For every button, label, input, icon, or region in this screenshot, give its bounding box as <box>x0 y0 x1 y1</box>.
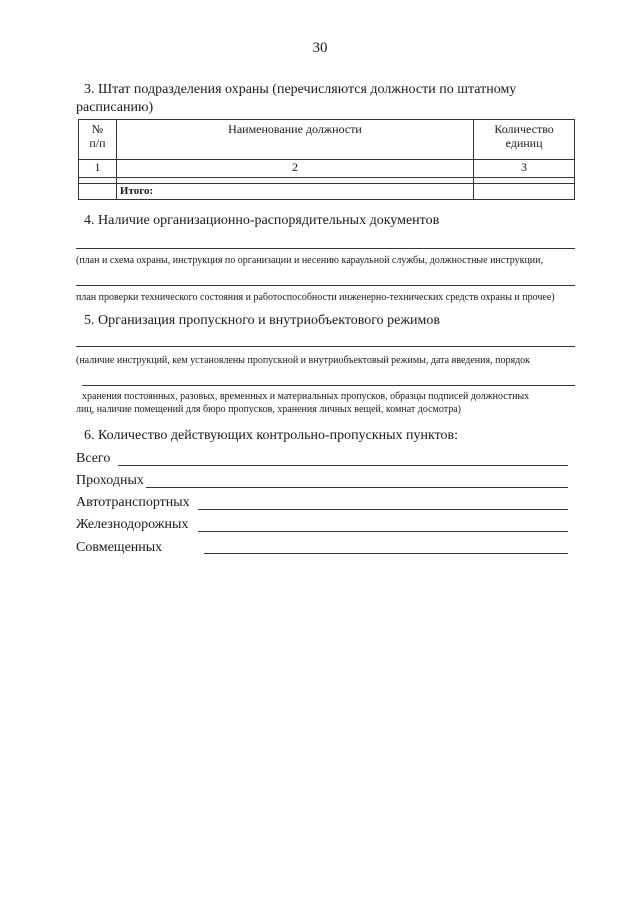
empty-cell <box>79 184 117 200</box>
table-number-row <box>79 160 575 178</box>
section6-heading: 6. Количество действующих контрольно-пропускных пунктов: <box>84 428 459 443</box>
table-total-row <box>79 184 575 200</box>
cp-row-label: Совмещенных <box>76 540 163 555</box>
cp-row-label: Всего <box>76 451 111 466</box>
fill-line <box>76 285 575 286</box>
fill-line <box>204 553 568 554</box>
fill-line <box>82 385 575 386</box>
page-number: 30 <box>312 40 328 56</box>
fill-line <box>198 509 568 510</box>
fill-line <box>76 346 575 347</box>
section5-note-line2: хранения постоянных, разовых, временных и материальных пропусков, образцы подписей должностных <box>82 391 530 402</box>
section3-heading-line1: 3. Штат подразделения охраны (перечисляются должности по штатному <box>84 82 517 97</box>
section4-note-line2: план проверки технического состояния и работоспособности инженерно-технических средств охраны и прочее) <box>76 292 555 303</box>
section5-note-line1: (наличие инструкций, кем установлены пропускной и внутриобъектовый режимы, дата введения, порядок <box>76 355 531 366</box>
table-header-row <box>79 120 575 160</box>
cp-row-label: Проходных <box>76 473 144 488</box>
col-position-header: Наименование должности <box>116 120 473 160</box>
num-cell-2: 2 <box>116 160 473 178</box>
col-number-header <box>79 120 117 160</box>
col-quantity-header-line1: Количество <box>494 122 554 136</box>
fill-line <box>198 531 568 532</box>
total-value-cell <box>474 184 575 200</box>
num-cell-1: 1 <box>79 160 117 178</box>
cp-row-label: Автотранспортных <box>76 495 190 510</box>
fill-line <box>76 248 575 249</box>
col-number-header-line2: п/п <box>89 136 106 150</box>
col-quantity-header <box>474 120 575 160</box>
fill-line <box>146 487 568 488</box>
section4-heading: 4. Наличие организационно-распорядительных документов <box>84 213 440 228</box>
section5-heading: 5. Организация пропускного и внутриобъектового режимов <box>84 313 441 328</box>
num-cell-3: 3 <box>474 160 575 178</box>
section5-note-line3: лиц, наличие помещений для бюро пропусков, хранения личных вещей, комнат досмотра) <box>76 404 461 415</box>
total-label: Итого: <box>116 184 473 200</box>
section4-note-line1: (план и схема охраны, инструкция по организации и несению караульной службы, должностные инструкции, <box>76 255 543 266</box>
staff-table <box>78 119 575 200</box>
fill-line <box>118 465 568 466</box>
col-number-header-line1: № <box>91 122 104 136</box>
col-quantity-header-line2: единиц <box>505 136 543 150</box>
cp-row-label: Железнодорожных <box>76 517 189 532</box>
section3-heading-line2: расписанию) <box>76 100 154 115</box>
